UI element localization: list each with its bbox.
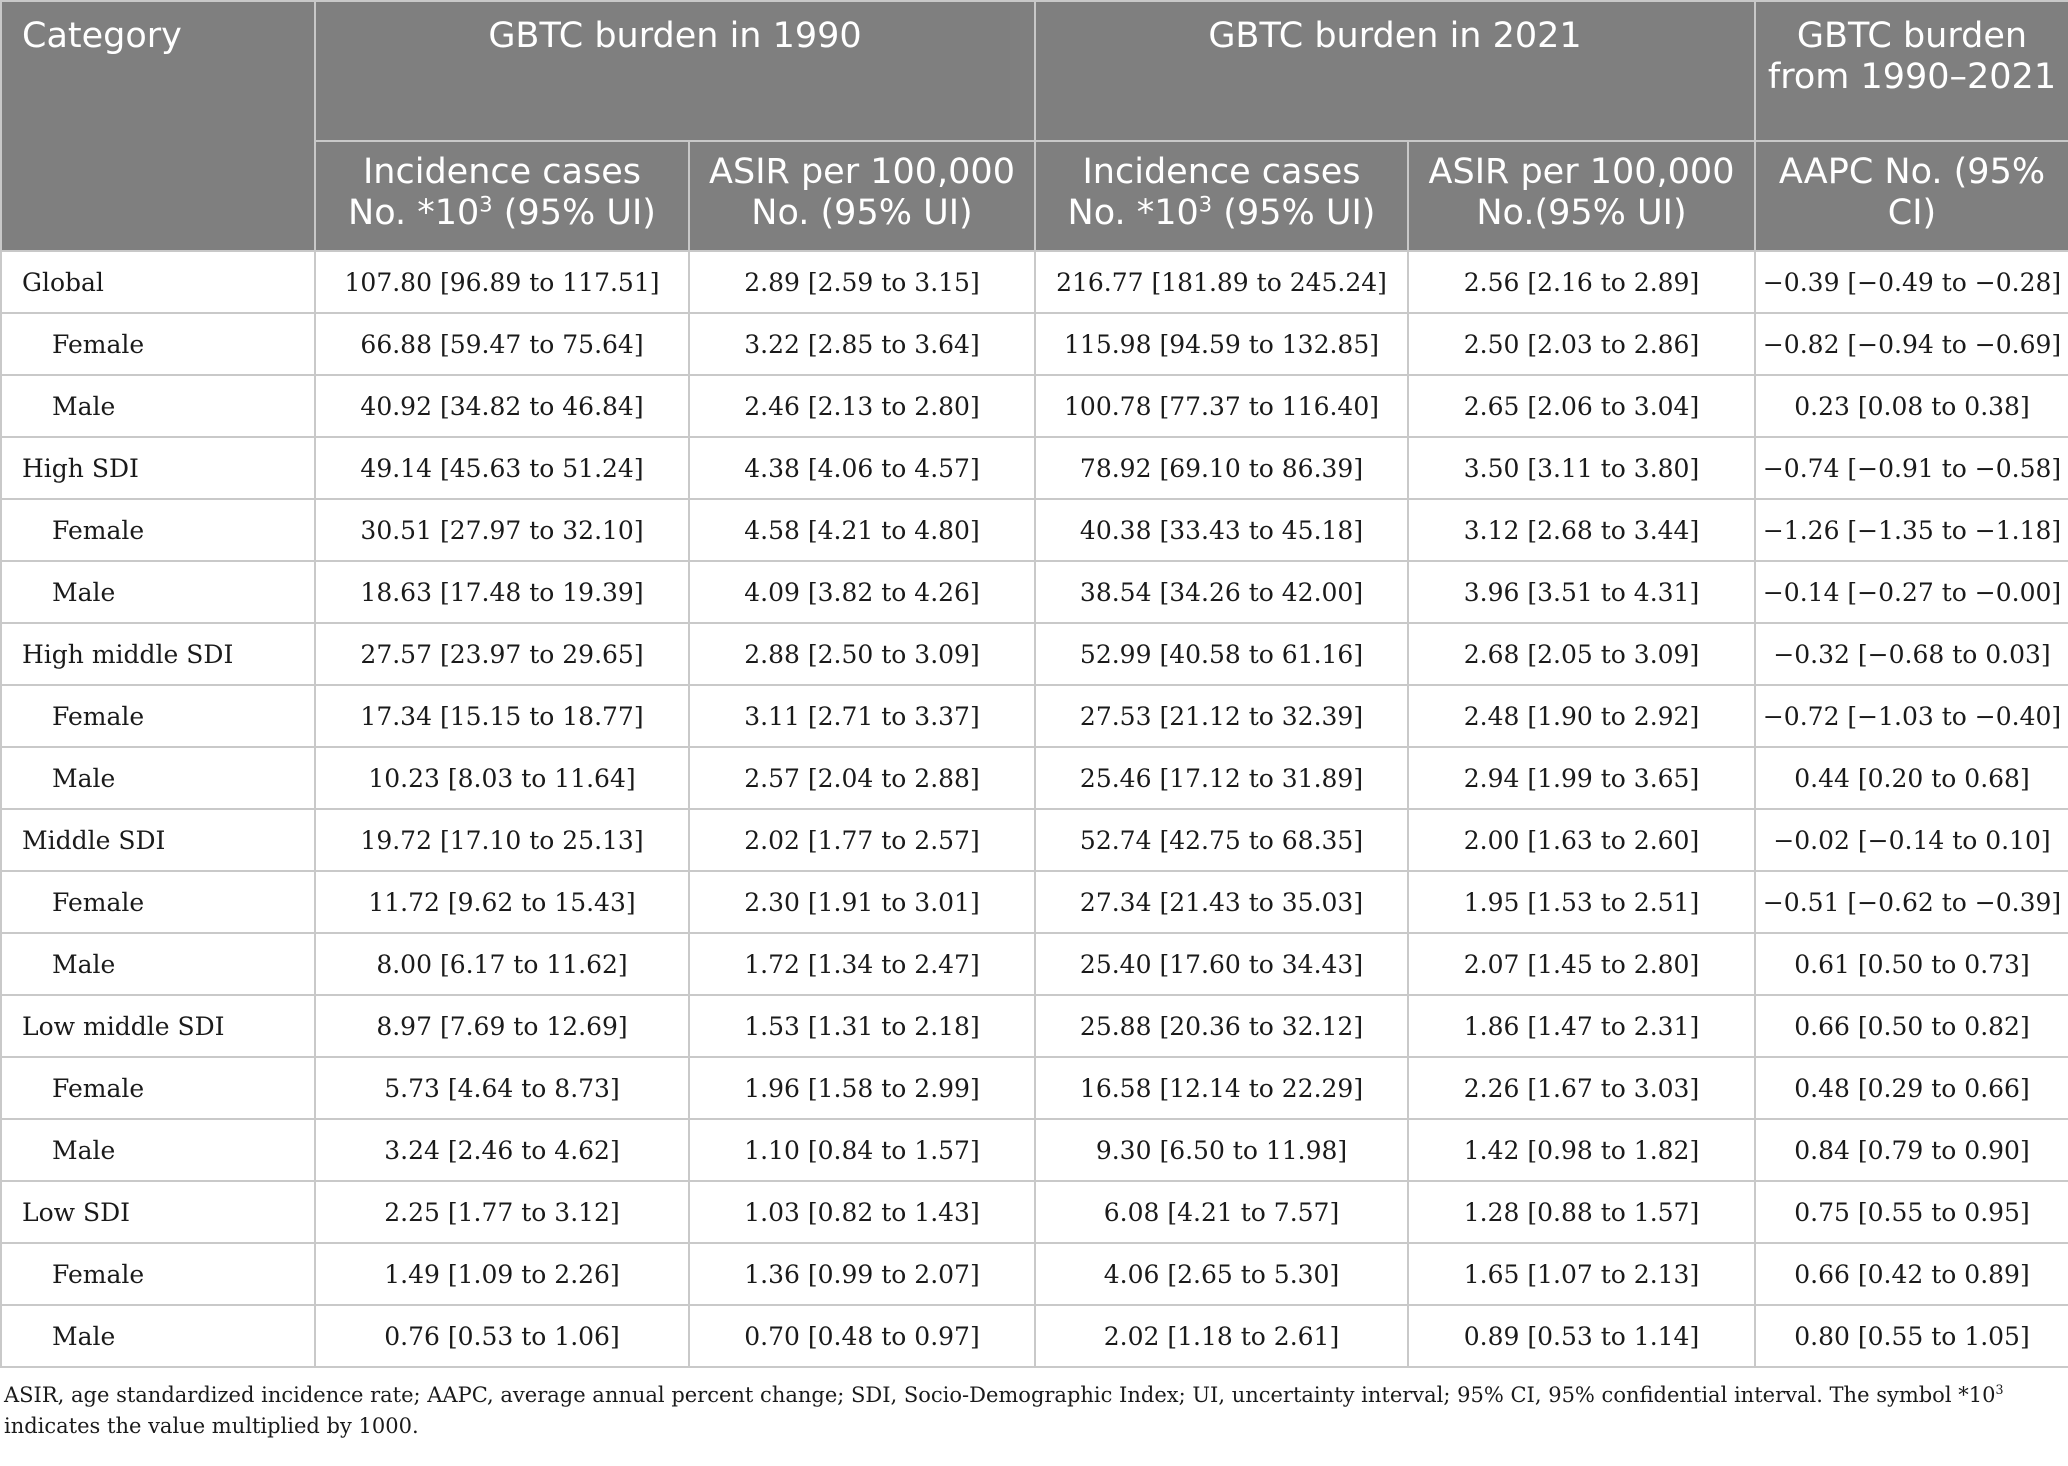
cell-incidence-1990: 8.00 [6.17 to 11.62]: [315, 933, 689, 995]
cell-asir-2021: 3.50 [3.11 to 3.80]: [1408, 437, 1755, 499]
cell-aapc: −1.26 [−1.35 to −1.18]: [1755, 499, 2068, 561]
cell-asir-1990: 2.57 [2.04 to 2.88]: [689, 747, 1035, 809]
footnote-sup: 3: [1995, 1382, 2004, 1397]
header-asir-2021: ASIR per 100,000 No.(95% UI): [1408, 141, 1755, 251]
cell-incidence-2021: 25.88 [20.36 to 32.12]: [1035, 995, 1408, 1057]
cell-aapc: 0.66 [0.42 to 0.89]: [1755, 1243, 2068, 1305]
header-incidence-1990: [315, 141, 689, 251]
row-label: Female: [1, 685, 315, 747]
header-aapc: AAPC No. (95% CI): [1755, 141, 2068, 251]
row-label: Male: [1, 1305, 315, 1367]
cell-aapc: −0.51 [−0.62 to −0.39]: [1755, 871, 2068, 933]
cell-asir-2021: 2.07 [1.45 to 2.80]: [1408, 933, 1755, 995]
cell-aapc: 0.23 [0.08 to 0.38]: [1755, 375, 2068, 437]
table-row: [1, 1119, 2068, 1181]
table-footnote: [0, 1368, 2068, 1442]
cell-asir-2021: 2.26 [1.67 to 3.03]: [1408, 1057, 1755, 1119]
header-group-2021: GBTC burden in 2021: [1035, 1, 1755, 141]
cell-asir-1990: 0.70 [0.48 to 0.97]: [689, 1305, 1035, 1367]
cell-asir-2021: 1.28 [0.88 to 1.57]: [1408, 1181, 1755, 1243]
table-row: [1, 1181, 2068, 1243]
cell-asir-1990: 1.53 [1.31 to 2.18]: [689, 995, 1035, 1057]
cell-aapc: 0.44 [0.20 to 0.68]: [1755, 747, 2068, 809]
row-label: Male: [1, 561, 315, 623]
row-label: Middle SDI: [1, 809, 315, 871]
row-label: Global: [1, 251, 315, 313]
table-row: [1, 871, 2068, 933]
table-row: [1, 933, 2068, 995]
cell-asir-2021: 3.96 [3.51 to 4.31]: [1408, 561, 1755, 623]
cell-incidence-2021: 25.40 [17.60 to 34.43]: [1035, 933, 1408, 995]
cell-asir-1990: 2.30 [1.91 to 3.01]: [689, 871, 1035, 933]
cell-aapc: 0.80 [0.55 to 1.05]: [1755, 1305, 2068, 1367]
header-incidence-1990-line2: No. *10: [348, 193, 480, 233]
header-incidence-1990-sup: 3: [479, 192, 493, 217]
table-row: [1, 685, 2068, 747]
cell-incidence-1990: 10.23 [8.03 to 11.64]: [315, 747, 689, 809]
cell-asir-2021: 1.95 [1.53 to 2.51]: [1408, 871, 1755, 933]
table-row: [1, 623, 2068, 685]
cell-aapc: 0.84 [0.79 to 0.90]: [1755, 1119, 2068, 1181]
cell-aapc: −0.39 [−0.49 to −0.28]: [1755, 251, 2068, 313]
cell-asir-2021: 1.65 [1.07 to 2.13]: [1408, 1243, 1755, 1305]
cell-incidence-1990: 40.92 [34.82 to 46.84]: [315, 375, 689, 437]
cell-incidence-2021: 6.08 [4.21 to 7.57]: [1035, 1181, 1408, 1243]
cell-incidence-2021: 216.77 [181.89 to 245.24]: [1035, 251, 1408, 313]
cell-incidence-2021: 115.98 [94.59 to 132.85]: [1035, 313, 1408, 375]
cell-aapc: −0.82 [−0.94 to −0.69]: [1755, 313, 2068, 375]
cell-incidence-2021: 27.53 [21.12 to 32.39]: [1035, 685, 1408, 747]
cell-incidence-2021: 40.38 [33.43 to 45.18]: [1035, 499, 1408, 561]
table-row: [1, 1057, 2068, 1119]
cell-asir-2021: 2.50 [2.03 to 2.86]: [1408, 313, 1755, 375]
cell-incidence-1990: 3.24 [2.46 to 4.62]: [315, 1119, 689, 1181]
cell-incidence-1990: 17.34 [15.15 to 18.77]: [315, 685, 689, 747]
table-row: [1, 313, 2068, 375]
cell-incidence-1990: 8.97 [7.69 to 12.69]: [315, 995, 689, 1057]
cell-incidence-2021: 100.78 [77.37 to 116.40]: [1035, 375, 1408, 437]
cell-asir-1990: 2.02 [1.77 to 2.57]: [689, 809, 1035, 871]
cell-incidence-1990: 30.51 [27.97 to 32.10]: [315, 499, 689, 561]
row-label: Female: [1, 499, 315, 561]
table-body: [1, 251, 2068, 1367]
cell-asir-2021: 2.48 [1.90 to 2.92]: [1408, 685, 1755, 747]
row-label: Female: [1, 1243, 315, 1305]
header-incidence-2021-sup: 3: [1198, 192, 1213, 217]
table-row: [1, 747, 2068, 809]
cell-incidence-2021: 52.74 [42.75 to 68.35]: [1035, 809, 1408, 871]
cell-asir-2021: 0.89 [0.53 to 1.14]: [1408, 1305, 1755, 1367]
header-incidence-1990-tail: (95% UI): [492, 193, 656, 233]
header-asir-1990: ASIR per 100,000 No. (95% UI): [689, 141, 1035, 251]
cell-aapc: 0.61 [0.50 to 0.73]: [1755, 933, 2068, 995]
header-group-1990: GBTC burden in 1990: [315, 1, 1035, 141]
cell-aapc: 0.66 [0.50 to 0.82]: [1755, 995, 2068, 1057]
cell-asir-1990: 2.46 [2.13 to 2.80]: [689, 375, 1035, 437]
cell-incidence-2021: 78.92 [69.10 to 86.39]: [1035, 437, 1408, 499]
row-label: Low SDI: [1, 1181, 315, 1243]
cell-aapc: −0.02 [−0.14 to 0.10]: [1755, 809, 2068, 871]
row-label: Female: [1, 1057, 315, 1119]
cell-asir-1990: 2.89 [2.59 to 3.15]: [689, 251, 1035, 313]
row-label: Female: [1, 313, 315, 375]
cell-asir-2021: 1.86 [1.47 to 2.31]: [1408, 995, 1755, 1057]
header-incidence-2021-line1: Incidence cases: [1082, 152, 1361, 192]
cell-aapc: −0.32 [−0.68 to 0.03]: [1755, 623, 2068, 685]
header-category: Category: [1, 1, 315, 251]
cell-aapc: −0.14 [−0.27 to −0.00]: [1755, 561, 2068, 623]
cell-asir-1990: 1.96 [1.58 to 2.99]: [689, 1057, 1035, 1119]
cell-asir-1990: 3.22 [2.85 to 3.64]: [689, 313, 1035, 375]
cell-incidence-1990: 5.73 [4.64 to 8.73]: [315, 1057, 689, 1119]
cell-asir-1990: 1.03 [0.82 to 1.43]: [689, 1181, 1035, 1243]
row-label: Male: [1, 375, 315, 437]
table-row: [1, 375, 2068, 437]
cell-asir-2021: 3.12 [2.68 to 3.44]: [1408, 499, 1755, 561]
table-row: [1, 1305, 2068, 1367]
cell-incidence-1990: 49.14 [45.63 to 51.24]: [315, 437, 689, 499]
row-label: Male: [1, 747, 315, 809]
cell-incidence-2021: 9.30 [6.50 to 11.98]: [1035, 1119, 1408, 1181]
cell-incidence-1990: 18.63 [17.48 to 19.39]: [315, 561, 689, 623]
cell-asir-2021: 2.56 [2.16 to 2.89]: [1408, 251, 1755, 313]
header-group-change: GBTC burden from 1990–2021: [1755, 1, 2068, 141]
cell-incidence-1990: 66.88 [59.47 to 75.64]: [315, 313, 689, 375]
header-incidence-2021: [1035, 141, 1408, 251]
table-row: [1, 1243, 2068, 1305]
cell-aapc: 0.75 [0.55 to 0.95]: [1755, 1181, 2068, 1243]
cell-incidence-2021: 25.46 [17.12 to 31.89]: [1035, 747, 1408, 809]
footnote-text-tail: indicates the value multiplied by 1000.: [4, 1414, 419, 1438]
table-header: [1, 1, 2068, 251]
cell-asir-2021: 2.65 [2.06 to 3.04]: [1408, 375, 1755, 437]
cell-incidence-2021: 52.99 [40.58 to 61.16]: [1035, 623, 1408, 685]
header-incidence-2021-line2: No. *10: [1067, 193, 1199, 233]
cell-incidence-2021: 4.06 [2.65 to 5.30]: [1035, 1243, 1408, 1305]
cell-asir-1990: 4.09 [3.82 to 4.26]: [689, 561, 1035, 623]
row-label: Low middle SDI: [1, 995, 315, 1057]
table-row: [1, 499, 2068, 561]
table-row: [1, 561, 2068, 623]
table-row: [1, 251, 2068, 313]
cell-aapc: −0.72 [−1.03 to −0.40]: [1755, 685, 2068, 747]
row-label: Male: [1, 1119, 315, 1181]
cell-incidence-1990: 0.76 [0.53 to 1.06]: [315, 1305, 689, 1367]
cell-incidence-1990: 19.72 [17.10 to 25.13]: [315, 809, 689, 871]
cell-incidence-1990: 1.49 [1.09 to 2.26]: [315, 1243, 689, 1305]
cell-asir-1990: 1.72 [1.34 to 2.47]: [689, 933, 1035, 995]
cell-asir-1990: 3.11 [2.71 to 3.37]: [689, 685, 1035, 747]
footnote-text: ASIR, age standardized incidence rate; AAPC, average annual percent change; SDI, Socio-Demographic Index; UI, uncertainty interval; 95% CI, 95% confidential interval. The symbol *10: [4, 1383, 1996, 1407]
cell-asir-1990: 4.58 [4.21 to 4.80]: [689, 499, 1035, 561]
row-label: High middle SDI: [1, 623, 315, 685]
cell-asir-2021: 2.94 [1.99 to 3.65]: [1408, 747, 1755, 809]
cell-asir-2021: 2.68 [2.05 to 3.09]: [1408, 623, 1755, 685]
cell-incidence-1990: 2.25 [1.77 to 3.12]: [315, 1181, 689, 1243]
row-label: Female: [1, 871, 315, 933]
cell-asir-1990: 2.88 [2.50 to 3.09]: [689, 623, 1035, 685]
cell-incidence-2021: 2.02 [1.18 to 2.61]: [1035, 1305, 1408, 1367]
table-row: [1, 437, 2068, 499]
cell-incidence-1990: 27.57 [23.97 to 29.65]: [315, 623, 689, 685]
table-row: [1, 995, 2068, 1057]
cell-asir-1990: 4.38 [4.06 to 4.57]: [689, 437, 1035, 499]
header-incidence-2021-tail: (95% UI): [1212, 193, 1376, 233]
row-label: High SDI: [1, 437, 315, 499]
cell-incidence-2021: 16.58 [12.14 to 22.29]: [1035, 1057, 1408, 1119]
cell-asir-2021: 1.42 [0.98 to 1.82]: [1408, 1119, 1755, 1181]
cell-incidence-2021: 38.54 [34.26 to 42.00]: [1035, 561, 1408, 623]
cell-asir-1990: 1.10 [0.84 to 1.57]: [689, 1119, 1035, 1181]
header-incidence-1990-line1: Incidence cases: [362, 152, 641, 192]
table-row: [1, 809, 2068, 871]
row-label: Male: [1, 933, 315, 995]
cell-asir-2021: 2.00 [1.63 to 2.60]: [1408, 809, 1755, 871]
cell-incidence-2021: 27.34 [21.43 to 35.03]: [1035, 871, 1408, 933]
cell-aapc: 0.48 [0.29 to 0.66]: [1755, 1057, 2068, 1119]
cell-aapc: −0.74 [−0.91 to −0.58]: [1755, 437, 2068, 499]
cell-incidence-1990: 11.72 [9.62 to 15.43]: [315, 871, 689, 933]
cell-incidence-1990: 107.80 [96.89 to 117.51]: [315, 251, 689, 313]
cell-asir-1990: 1.36 [0.99 to 2.07]: [689, 1243, 1035, 1305]
